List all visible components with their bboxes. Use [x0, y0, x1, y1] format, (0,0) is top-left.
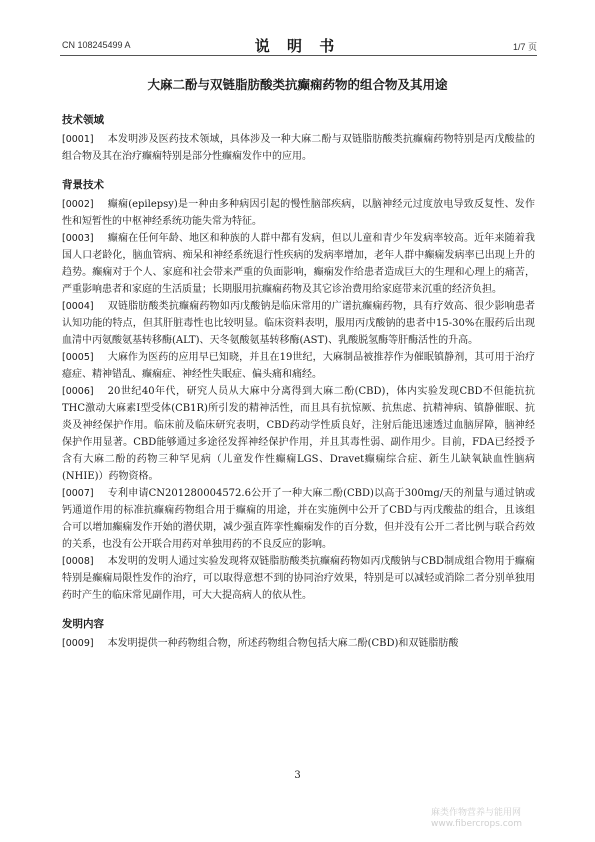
- paragraph-text: 20世纪40年代，研究人员从大麻中分离得到大麻二酚(CBD)，体内实验发现CBD不但能抗抗THC激动大麻素I型受体(CB1R)所引发的精神活性，而且具有抗惊厥、抗焦虑、抗精神病、镇静催眠、抗炎及神经保护作用。临床前及临床研究表明，CBD药动学性质良好，注射后能迅速透过血脑屏障，脑神经保护作用显著。CBD能够通过多途径发挥神经保护作用，并且其毒性弱、副作用少。目前，FDA已经授予含有大麻二酚的药物三种罕见病（儿童发作性癫痫LGS、Dravet癫痫综合症、新生儿缺氧缺血性脑病(NHIE)）药物资格。: [62, 386, 535, 482]
- paragraph: [62, 383, 535, 485]
- patent-number: CN 108245499 A: [62, 40, 131, 50]
- paragraph-text: 双链脂肪酸类抗癫痫药物如丙戊酸钠是临床常用的广谱抗癫痫药物，具有疗效高、很少影响患者认知功能的特点，但其肝脏毒性也比较明显。临床资料表明，服用丙戊酸钠的患者中15-30%在服药后出现血清中丙氨酸氨基转移酶(ALT)、天冬氨酸氨基转移酶(AST)、乳酸脱氢酶等肝酶活性的升高。: [62, 301, 535, 346]
- document-body: [62, 112, 535, 652]
- header-divider: [60, 55, 537, 56]
- page-number: 3: [294, 770, 301, 781]
- paragraph-number: [0008]: [62, 556, 94, 567]
- paragraph-number: [0001]: [62, 134, 94, 145]
- paragraph: [62, 635, 535, 652]
- paragraph-text: 专利申请CN201280004572.6公开了一种大麻二酚(CBD)以高于300mg/天的剂量与通过钠或钙通道作用的标准抗癫痫药物组合用于癫痫的用途，并在实施例中公开了CBD与丙戊酸盐的组合，且该组合可以增加癫痫发作开始的潜伏期，减少强直阵挛性癫痫发作的百分数，但并没有公开二者比例与联合药效的关系，也没有公开联合用药对单独用药的不良反应的影响。: [62, 488, 535, 550]
- page-indicator: 1/7 页: [512, 42, 537, 52]
- paragraph-text: 本发明的发明人通过实验发现将双链脂肪酸类抗癫痫药物如丙戊酸钠与CBD制成组合物用于癫痫特别是癫痫局限性发作的治疗，可以取得意想不到的协同治疗效果，特别是可以减轻或消除二者分别单独用药时产生的临床常见副作用，可大大提高病人的依从性。: [62, 556, 535, 601]
- paragraph-text: 本发明涉及医药技术领域，具体涉及一种大麻二酚与双链脂肪酸类抗癫痫药物特别是丙戊酸盐的组合物及其在治疗癫痫特别是部分性癫痫发作中的应用。: [62, 134, 535, 162]
- paragraph-number: [0003]: [62, 233, 94, 244]
- watermark-line: 麻类作物营养与能用网: [431, 808, 522, 818]
- section-heading-technical-field: 技术领域: [62, 114, 104, 126]
- document-title: 大麻二酚与双链脂肪酸类抗癫痫药物的组合物及其用途: [147, 77, 448, 92]
- section-heading-background: 背景技术: [62, 179, 104, 191]
- watermark: [431, 808, 581, 830]
- paragraph-text: 癫痫(epilepsy)是一种由多种病因引起的慢性脑部疾病，以脑神经元过度放电导致反复性、发作性和短暂性的中枢神经系统功能失常为特征。: [62, 199, 535, 227]
- paragraph-number: [0002]: [62, 199, 94, 210]
- paragraph: [62, 230, 535, 298]
- paragraph-number: [0004]: [62, 301, 94, 312]
- paragraph-number: [0006]: [62, 386, 94, 397]
- paragraph: [62, 131, 535, 165]
- paragraph: [62, 298, 535, 349]
- paragraph: [62, 196, 535, 230]
- paragraph: [62, 349, 535, 383]
- section-heading-summary: 发明内容: [62, 618, 104, 630]
- paragraph-number: [0009]: [62, 638, 94, 649]
- watermark-url: www.fibercrops.com: [431, 819, 522, 829]
- paragraph-number: [0007]: [62, 488, 94, 499]
- paragraph-number: [0005]: [62, 352, 94, 363]
- paragraph-text: 大麻作为医药的应用早已知晓，并且在19世纪，大麻制品被推荐作为催眠镇静剂，其可用于治疗癔症、精神错乱、癫痫症、神经性失眠症、偏头痛和痛经。: [62, 352, 535, 380]
- document-type: 说 明 书: [254, 37, 341, 55]
- paragraph: [62, 485, 535, 553]
- paragraph: [62, 553, 535, 604]
- paragraph-text: 癫痫在任何年龄、地区和种族的人群中都有发病，但以儿童和青少年发病率较高。近年来随着我国人口老龄化，脑血管病、痴呆和神经系统退行性疾病的发病率增加，老年人群中癫痫发病率已出现上升的趋势。癫痫对于个人、家庭和社会带来严重的负面影响，癫痫发作给患者造成巨大的生理和心理上的痛苦，严重影响患者和家庭的生活质量；长期服用抗癫痫药物及其它诊治费用给家庭带来沉重的经济负担。: [62, 233, 535, 295]
- paragraph-text: 本发明提供一种药物组合物，所述药物组合物包括大麻二酚(CBD)和双链脂肪酸: [107, 638, 459, 649]
